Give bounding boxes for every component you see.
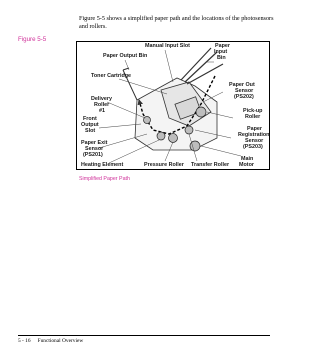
- footer-rule: [18, 335, 270, 336]
- page-number: 5 - 16: [18, 338, 31, 344]
- label-paper-registration-sensor: Paper Registration Sensor (PS203): [238, 126, 270, 150]
- paper-path-figure: [76, 41, 270, 170]
- page-footer: [18, 338, 83, 344]
- label-heating-element: Heating Element: [81, 162, 124, 168]
- figure-caption: Simplified Paper Path: [79, 176, 130, 182]
- label-delivery-roller: Delivery Roller #1: [91, 96, 112, 114]
- figure-label: Figure 5-5: [18, 36, 47, 43]
- paper-path-diagram: [77, 42, 271, 171]
- transfer-roller: [185, 126, 193, 134]
- section-title: Functional Overview: [37, 338, 84, 344]
- pressure-roller: [169, 134, 178, 143]
- pickup-roller: [196, 107, 206, 117]
- heating-element: [157, 132, 165, 140]
- label-main-motor: Main Motor: [239, 156, 254, 168]
- label-pressure-roller: Pressure Roller: [144, 162, 184, 168]
- label-transfer-roller: Transfer Roller: [191, 162, 230, 168]
- label-pickup-roller: Pick-up Roller: [243, 108, 263, 120]
- label-front-output-slot: Front Output Slot: [81, 116, 99, 134]
- intro-paragraph: Figure 5-5 shows a simplified paper path and the locations of the photosensors and rollers.: [79, 15, 274, 30]
- label-toner-cartridge: Toner Cartridge: [91, 73, 132, 79]
- label-paper-out-sensor: Paper Out Sensor (PS202): [229, 82, 255, 100]
- label-paper-output-bin: Paper Output Bin: [103, 53, 148, 59]
- label-paper-input-bin: Paper Input Bin: [214, 43, 230, 61]
- label-paper-exit-sensor: Paper Exit Sensor (PS201): [81, 140, 108, 158]
- label-manual-input-slot: Manual Input Slot: [145, 43, 190, 49]
